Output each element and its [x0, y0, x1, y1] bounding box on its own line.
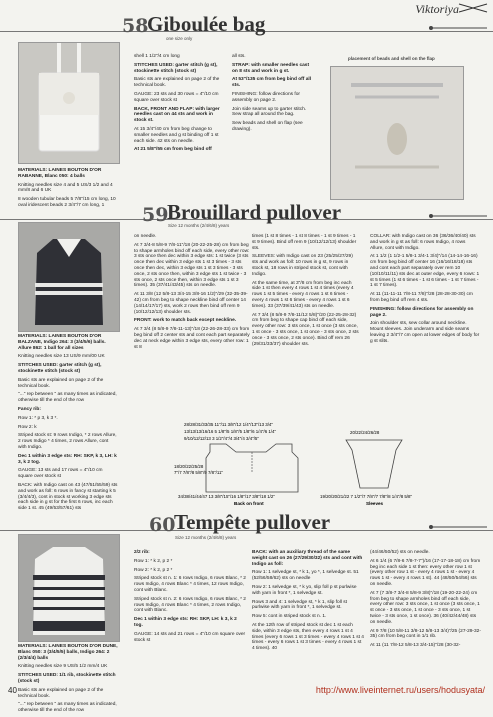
pattern-title: Brouillard pullover — [167, 200, 342, 224]
instructions-column: shell 1 1/2"/4 cm long STITCHES USED: garter stitch (g st), stockinette stitch (stock st) Basic sts are explained on page 2 of the technical book. GAUGE: 23 sts and 30 rows = 4"/10 cm square over stock st BACK, FRONT AND FLAP: with larger needles cast on 44 sts and work in stock st. At 15 3/4"/40 cm from beg change to smaller needles and g st binding off 1 st each side. 42 sts on needle. At 21 5/8"/55 cm from beg bind off — [134, 54, 220, 153]
sleeve-outline — [346, 440, 402, 488]
pullover-photo — [18, 222, 120, 332]
diagram-label: 28/28/31/33/35 11"/11 3/8"/12 1/4"/13"/13 3/4" — [184, 422, 273, 427]
instructions-column: on needle. At 7 3/4-8 5/8-9 7/8-11"/18 (20-22-25-28) cm from beg to shape armholes bind off each side, every other row: 3 sts once then dec within 3 edge sts: 1 st twice (3 sts once then dec within 3 edge sts 1 st 3 times - 3 sts once then dec, within 3 edge sts 1 st 3 times - 3 sts once, 2 sts once then, within 3 edge sts 1 st twice - 3 sts once, 2 sts once then, within 3 edge sts 1 st 3 times). 35 (37/41/43/45) sts on needle. At 11 3/8 (12 5/8-13 3/4-15 3/8-16 1/2)"/29 (32-35-39-42) cm from beg to shape neckline bind off center 14 (14/14/17/17) sts, work 2 rows then bind off rem 9 (10/12/12/13) shoulder sts. FRONT: work to match back except neckline. At 7 3/4 (8 5/8-9 7/8-11-13)"/18 (22-26-28-33) cm from beg bind off 2 center sts and cont each part separately dec at neck edge within 3 edge sts, every other row: 1 st 8 — [134, 234, 250, 350]
instructions-column: 2/2 rib: Row 1: * k 2, p 2 * Row 2: * k 2, p 2 * Striped stock st n. 1: 6 rows Indigo, 6 rows Blanc, * 2 rows Indigo, 4 rows Blanc * 4 times, 12 rows Indigo, cont with Blanc. Striped stock st n. 2: 6 rows Indigo, 6 rows Blanc, * 2 rows Indigo, 4 rows Blanc * 4 times, 2 rows Indigo, cont with Blanc. Dec 1 within 3 edge sts: RH: SKP, LH: k 3, k 2 tog. GAUGE: 14 sts and 21 rows = 4"/10 cm square over stock st — [134, 550, 246, 643]
needles-icon — [429, 24, 487, 32]
needles-icon — [429, 212, 487, 220]
materials-column: MATERIALS: LAINES BOUTON D'OR RABANNE, Blanc 050: 4 balls Knitting needles size 4 and 5 US/3 1/2 and 4 mm/8 and 6 UK 8 wooden tubular beads 5 7/8"/15 cm long, 10 oval iridescent beads 2 3/4"/7 cm long, 1 — [18, 168, 116, 208]
pattern-subtitle: Size 12 months (2/4/6/8) years — [175, 535, 237, 540]
diagram-label: Back on front — [234, 501, 264, 506]
pattern-title: Giboulée bag — [147, 12, 266, 36]
diagram-label: 19/20/20/21/22 7 1/2"/7 7/8"/7 7/8"/8 1/4"/8 5/8" — [320, 494, 413, 499]
source-url[interactable]: http://www.liveinternet.ru/users/hodusyata/ — [315, 685, 485, 695]
pattern-title: Tempête pullover — [174, 510, 331, 534]
materials-column: MATERIALS: LAINES BOUTON D'OR DUNE, Blanc 050: 3 (3/4/5/5) balls, Indigo 264: 2 (2/3/4/4) balls Knitting needles size 9 US/5 1/2 mm/4 UK STITCHES USED: 1/1 rib, stockinette stitch (stock st) Basic sts are explained on page 2 of the technical book. "..." rep between " as many times as indicated, otherwise till the end of the row — [18, 644, 118, 714]
brand-logo: Viktoriya — [415, 2, 459, 16]
diagram-label: 18/20/22/25/28 — [174, 464, 204, 469]
instructions-column: (44/46/50/52) sts on needle. At 6 1/4 (6 7/8-6 7/8-7-7")/16 (17-17-18-18) cm from beg inc each side 1 st then: every other row 1 st (every other row 1 st - every 4 rows 1 st - every 4 rows 1 st - every 4 rows 1 st). 44 (48/50/54/56) sts on needle. At 7 (7 3/8-7 3/4-8 5/8-9 3/8)"/18 (19-20-22-24) cm from beg to shape armholes bind off each side, every other row: 3 sts once, 1 st once (3 sts once, 1 st once - 3 sts once, 1 st once - 3 sts once, 1 st twice - 3 sts once, 1 st once). 36 (40/42/44/48) sts on needle. At 9 7/8 (10 5/8-11 3/8-12 5/8-13 3/4)"/25 (27-29-32-35) cm from beg cont in 1/1 rib. At 11 (11 7/8-12 5/8-13 3/4-15)"/28 (30-32- — [370, 550, 481, 649]
pattern-number: 58 — [122, 15, 149, 37]
schematic-diagram — [170, 418, 470, 506]
pattern-number: 59 — [142, 204, 169, 226]
needles-icon — [429, 523, 487, 531]
pattern-number: 60 — [149, 514, 176, 536]
diagram-label: 7"/7 7/8"/8 5/8"/9 7/8"/11" — [174, 470, 223, 475]
instructions-column: times (1 st 8 times - 1 st 8 times - 1 st 9 times - 1 st 9 times). Bind off rem 9 (10/12/12/13) shoulder sts. SLEEVES: with Indigo cast on 23 (25/25/27/29) sts and work as foll: 10 rows in g st, 9 rows in stock st, 18 rows in striped stock st, cont with Indigo. At the same time, at 3"/8 cm from beg inc each side 1 st then every 4 rows 1 st 4 times (every 4 rows 1 st 5 times - every 4 rows 1 st 6 times - every 4 rows 1 st 6 times - every 4 rows 1 st 6 times). 33 (37/39/41/43) sts on needle. At 7 3/4 (8 5/8-9 7/8-11/12 5/8)"/20 (22-25-28-32) cm from beg to shape cap bind off each side, every other row: 3 sts once, 1 st once (3 sts once, 1 st once - 3 sts once, 1 st once - 3 sts once, 2 sts once - 3 sts once, 2 sts once). Bind off rem 26 (29/31/33/37) shoulder sts. — [252, 234, 359, 347]
instructions-column: BACK: with an auxiliary thread of the same weight cast on 26 (27/29/30/32) sts and cont with Indigo as foll: Row 1: 1 selvedge st, * k 1, yo *, 1 selvedge st. 51 (52/56/58/62) sts on needle Row 2: 1 selvedge st, * k yo, slip foll p st purlwise with yarn in front *, 1 selvedge st. Rows 3 and 4: 1 selvedge st, * k 1, slip foll st purlwise with yarn in front *, 1 selvedge st. Row 5: cont in striped stock st n. 1. At the 12th row of striped stock st dec 1 st each side, within 3 edge sts, then every 4 rows 1 st 4 times (every 6 rows 1 st 3 times - every 4 rows 1 st 4 times - every 6 rows 1 st 3 times - every 4 rows 1 st 4 times). 40 — [252, 550, 364, 652]
diagram-label: 9/10/12/12/13 3 1/2"/4"/4 3/4"/4 3/4"/5" — [184, 436, 259, 441]
diagram-label: 20/22/24/26/28 — [350, 430, 380, 435]
diagram-label: Sleeves — [366, 501, 384, 506]
pattern-subtitle: one size only — [166, 36, 193, 41]
materials-column: MATERIALS: LAINES BOUTON D'OR BALZANE, Indigo 264: 3 (3/4/5/6) balls. Allure 862: 1 ball for all sizes Knitting needles size 13 US/9 mm/00 UK STITCHES USED: garter stitch (g st), stockinette stitch (stock st) Basic sts are explained on page 2 of the technical book. "..." rep between " as many times as indicated, otherwise till the end of the row Fancy rib: Row 1: * p 3, k 3 *. Row 2: k Striped stock st: 9 rows Indigo, * 2 rows Allure, 2 rows Indigo * 4 times, 2 rows Allure, cont with Indigo. Dec 1 within 3 edge sts: RH: SKP, k 3, LH: k 3, k 2 tog. GAUGE: 13 sts and 17 rows = 4"/10 cm square over stock st BACK: with Indigo cast on 43 (47/51/55/59) sts and work as foll: 6 rows in fancy st starting k 5 (3/4/4/3), cont in stock st working 3 edge sts each side in g st for the first 6 rows, inc each side 1 st. 45 (49/53/57/61) sts — [18, 334, 118, 512]
diagram-caption: placement of beads and shell on the flap — [348, 56, 435, 61]
instructions-column: COLLAR: with Indigo cast on 36 (36/36/40/40) sts and work in g st as foll: 6 rows Indigo, 4 rows Allure, cont with Indigo. At 1 1/2 (1 1/2-1 5/8-1 3/4-1 3/4)"/14 (14-14-16-16) cm from beg bind off center 16 (16/16/18/18) sts and cont each part separately over rem 10 (10/10/11/11) sts dec at outer edge, every 6 rows: 1 st 5 times (1 st 6 times - 1 st 6 times - 1 st 7 times - 1 st 7 times). At 11 (11-11-11 7/8-11 7/8)"/28 (28-28-30-30) cm from beg bind off rem 4 sts. FINISHING: follow directions for assembly on page 2. Join shoulder sts, sew collar around neckline. Mount sleeves. Join underarm and side seams leaving 2 3/4"/7 cm open at lower edges of body for g st slits. — [370, 234, 480, 344]
instructions-column: all sts. STRAP: with smaller needles cast on 8 sts and work in g st. At 53"/135 cm from beg bind off all sts. FINISHING: follow directions for assembly on page 2. Join side seams up to garter stitch. Sew strap all around the bag. Sew beads and shell on flap (see drawing). — [232, 54, 312, 132]
diagram-label: 13/13/13/16/16 5 1/8"/5 1/8"/5 1/8"/6 1/4"/6 1/4" — [184, 429, 277, 434]
page-number: 40 — [8, 686, 17, 695]
needles-icon — [457, 2, 489, 14]
bag-photo — [18, 42, 120, 164]
flap-photo — [330, 66, 464, 200]
pullover-photo — [18, 534, 120, 642]
pattern-subtitle: Size 12 months (2/4/6/8) years — [168, 223, 230, 228]
diagram-label: 34/38/41/44/47 13 3/8"/15"/16 1/8"/17 3/8"/18 1/2" — [178, 494, 275, 499]
